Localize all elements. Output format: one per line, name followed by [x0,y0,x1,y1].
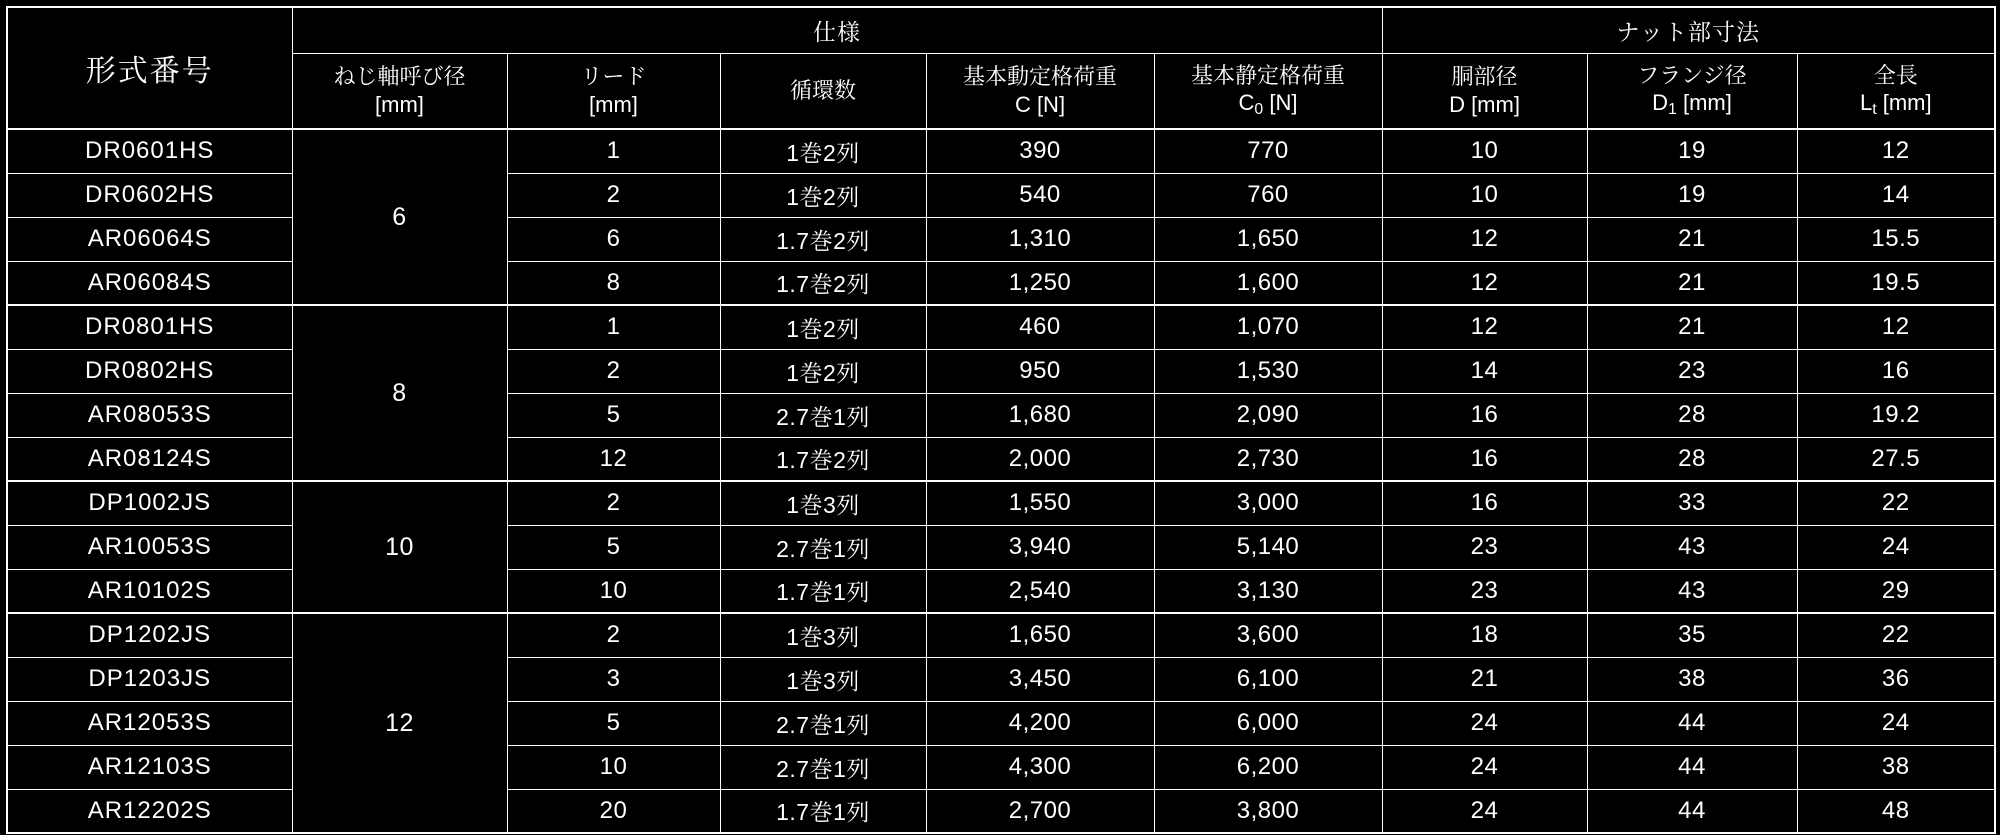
header-total-length [1797,53,1995,129]
cell-lead: 2 [507,481,720,525]
header-basic-static-load-unit-post: [N] [1263,90,1298,116]
cell-total-length: 16 [1797,349,1995,393]
header-body-diameter-unit: D [mm] [1449,91,1520,117]
cell-total-length: 22 [1797,613,1995,657]
header-flange-diameter [1587,53,1797,129]
cell-basic-dynamic-load: 2,700 [926,789,1154,833]
cell-circuits: 1巻2列 [720,305,926,349]
cell-circuits: 1巻2列 [720,129,926,173]
cell-total-length: 22 [1797,481,1995,525]
cell-basic-static-load: 3,130 [1154,569,1382,613]
cell-lead: 3 [507,657,720,701]
header-basic-static-load [1154,53,1382,129]
header-basic-static-load-unit [1155,89,1382,120]
cell-body-diameter: 24 [1382,745,1587,789]
cell-circuits: 1.7巻2列 [720,261,926,305]
cell-body-diameter: 16 [1382,393,1587,437]
cell-basic-dynamic-load: 4,200 [926,701,1154,745]
cell-total-length: 38 [1797,745,1995,789]
cell-basic-dynamic-load: 390 [926,129,1154,173]
cell-lead: 12 [507,437,720,481]
header-row-columns [7,53,1995,129]
cell-flange-diameter: 43 [1587,525,1797,569]
header-basic-dynamic-load [926,53,1154,129]
cell-basic-dynamic-load: 460 [926,305,1154,349]
cell-model-number: AR06064S [7,217,292,261]
cell-flange-diameter: 21 [1587,217,1797,261]
cell-basic-static-load: 3,600 [1154,613,1382,657]
cell-circuits: 2.7巻1列 [720,525,926,569]
cell-basic-static-load: 1,650 [1154,217,1382,261]
cell-flange-diameter: 44 [1587,789,1797,833]
header-circuits-label: 循環数 [789,78,856,103]
cell-basic-dynamic-load: 1,310 [926,217,1154,261]
cell-model-number: DR0601HS [7,129,292,173]
cell-basic-static-load: 6,200 [1154,745,1382,789]
cell-flange-diameter: 28 [1587,437,1797,481]
header-basic-static-load-unit-pre: C [1238,90,1255,116]
table-row [7,129,1995,173]
cell-circuits: 1巻3列 [720,657,926,701]
cell-circuits: 1.7巻2列 [720,217,926,261]
header-total-length-unit [1798,89,1995,120]
cell-body-diameter: 16 [1382,437,1587,481]
cell-flange-diameter: 21 [1587,305,1797,349]
cell-model-number: AR12103S [7,745,292,789]
header-basic-dynamic-load-label: 基本動定格荷重 [962,64,1117,90]
cell-body-diameter: 21 [1382,657,1587,701]
header-shaft-diameter-label: ねじ軸呼び径 [333,64,466,90]
cell-circuits: 1巻3列 [720,481,926,525]
cell-flange-diameter: 35 [1587,613,1797,657]
header-body-diameter-label: 胴部径 [1451,64,1518,90]
header-basic-dynamic-load-unit: C [N] [1014,91,1066,117]
cell-total-length: 48 [1797,789,1995,833]
header-lead [507,53,720,129]
cell-body-diameter: 16 [1382,481,1587,525]
cell-total-length: 15.5 [1797,217,1995,261]
cell-lead: 5 [507,525,720,569]
header-total-length-label: 全長 [1873,62,1918,88]
cell-flange-diameter: 19 [1587,129,1797,173]
cell-basic-dynamic-load: 1,550 [926,481,1154,525]
cell-basic-dynamic-load: 3,450 [926,657,1154,701]
cell-lead: 1 [507,129,720,173]
cell-basic-dynamic-load: 1,650 [926,613,1154,657]
cell-lead: 8 [507,261,720,305]
cell-total-length: 24 [1797,701,1995,745]
cell-flange-diameter: 28 [1587,393,1797,437]
table-row [7,613,1995,657]
cell-basic-dynamic-load: 2,000 [926,437,1154,481]
cell-basic-static-load: 6,000 [1154,701,1382,745]
cell-model-number: DR0602HS [7,173,292,217]
cell-lead: 6 [507,217,720,261]
cell-basic-dynamic-load: 1,680 [926,393,1154,437]
header-total-length-unit-post: [mm] [1876,90,1932,116]
cell-basic-static-load: 3,800 [1154,789,1382,833]
header-lead-label: リード [580,64,647,90]
cell-total-length: 27.5 [1797,437,1995,481]
cell-basic-dynamic-load: 3,940 [926,525,1154,569]
cell-total-length: 14 [1797,173,1995,217]
cell-basic-dynamic-load: 2,540 [926,569,1154,613]
table-row [7,481,1995,525]
cell-lead: 10 [507,569,720,613]
header-flange-diameter-label: フランジ径 [1637,62,1747,88]
cell-body-diameter: 10 [1382,129,1587,173]
cell-body-diameter: 12 [1382,217,1587,261]
cell-total-length: 19.5 [1797,261,1995,305]
cell-basic-dynamic-load: 1,250 [926,261,1154,305]
cell-model-number: DP1002JS [7,481,292,525]
cell-basic-static-load: 1,070 [1154,305,1382,349]
header-lead-unit: [mm] [589,91,638,117]
cell-model-number: AR08124S [7,437,292,481]
cell-basic-static-load: 5,140 [1154,525,1382,569]
cell-flange-diameter: 44 [1587,701,1797,745]
cell-body-diameter: 12 [1382,305,1587,349]
cell-lead: 20 [507,789,720,833]
cell-body-diameter: 24 [1382,701,1587,745]
cell-flange-diameter: 23 [1587,349,1797,393]
cell-flange-diameter: 43 [1587,569,1797,613]
cell-circuits: 1巻2列 [720,349,926,393]
cell-total-length: 24 [1797,525,1995,569]
header-flange-diameter-unit-post: [mm] [1676,90,1732,116]
header-row-groups [7,7,1995,53]
cell-circuits: 2.7巻1列 [720,393,926,437]
header-total-length-unit-pre: L [1859,90,1873,116]
cell-flange-diameter: 44 [1587,745,1797,789]
cell-total-length: 29 [1797,569,1995,613]
cell-total-length: 12 [1797,129,1995,173]
table-body [7,129,1995,833]
cell-lead: 5 [507,701,720,745]
cell-basic-static-load: 2,730 [1154,437,1382,481]
cell-basic-static-load: 770 [1154,129,1382,173]
header-shaft-diameter [292,53,507,129]
cell-body-diameter: 10 [1382,173,1587,217]
cell-model-number: AR12202S [7,789,292,833]
header-flange-diameter-unit [1588,89,1797,120]
cell-model-number: DR0802HS [7,349,292,393]
cell-shaft-diameter: 8 [292,305,507,481]
cell-model-number: AR10102S [7,569,292,613]
cell-flange-diameter: 33 [1587,481,1797,525]
cell-basic-static-load: 2,090 [1154,393,1382,437]
cell-circuits: 2.7巻1列 [720,701,926,745]
cell-shaft-diameter: 6 [292,129,507,305]
cell-body-diameter: 18 [1382,613,1587,657]
cell-basic-static-load: 3,000 [1154,481,1382,525]
cell-lead: 1 [507,305,720,349]
header-group-nut-dimensions: ナット部寸法 [1382,7,1995,53]
cell-basic-dynamic-load: 540 [926,173,1154,217]
table-header [7,7,1995,129]
cell-circuits: 1巻2列 [720,173,926,217]
cell-basic-static-load: 1,530 [1154,349,1382,393]
cell-basic-static-load: 760 [1154,173,1382,217]
cell-model-number: DP1202JS [7,613,292,657]
header-total-length-unit-sub: t [1872,101,1877,119]
cell-model-number: DP1203JS [7,657,292,701]
cell-flange-diameter: 21 [1587,261,1797,305]
cell-flange-diameter: 19 [1587,173,1797,217]
cell-total-length: 19.2 [1797,393,1995,437]
header-group-spec: 仕様 [292,7,1382,53]
cell-total-length: 36 [1797,657,1995,701]
cell-body-diameter: 12 [1382,261,1587,305]
cell-flange-diameter: 38 [1587,657,1797,701]
header-basic-static-load-unit-sub: 0 [1254,101,1264,119]
header-body-diameter [1382,53,1587,129]
cell-body-diameter: 23 [1382,569,1587,613]
table-row [7,305,1995,349]
header-basic-static-load-label: 基本静定格荷重 [1191,62,1346,88]
cell-model-number: DR0801HS [7,305,292,349]
cell-basic-dynamic-load: 950 [926,349,1154,393]
header-circuits [720,53,926,129]
header-model-number: 形式番号 [7,7,292,129]
cell-circuits: 1巻3列 [720,613,926,657]
cell-circuits: 1.7巻1列 [720,789,926,833]
header-shaft-diameter-unit: [mm] [375,91,424,117]
cell-circuits: 2.7巻1列 [720,745,926,789]
cell-lead: 5 [507,393,720,437]
cell-body-diameter: 24 [1382,789,1587,833]
cell-model-number: AR06084S [7,261,292,305]
cell-basic-dynamic-load: 4,300 [926,745,1154,789]
cell-body-diameter: 14 [1382,349,1587,393]
cell-total-length: 12 [1797,305,1995,349]
header-flange-diameter-unit-sub: 1 [1668,101,1677,119]
cell-basic-static-load: 6,100 [1154,657,1382,701]
cell-model-number: AR12053S [7,701,292,745]
cell-shaft-diameter: 12 [292,613,507,833]
cell-model-number: AR10053S [7,525,292,569]
cell-circuits: 1.7巻1列 [720,569,926,613]
cell-circuits: 1.7巻2列 [720,437,926,481]
cell-lead: 2 [507,173,720,217]
cell-model-number: AR08053S [7,393,292,437]
cell-lead: 2 [507,349,720,393]
cell-lead: 10 [507,745,720,789]
header-flange-diameter-unit-pre: D [1652,90,1669,116]
cell-shaft-diameter: 10 [292,481,507,613]
cell-basic-static-load: 1,600 [1154,261,1382,305]
ball-screw-spec-table [6,6,1996,834]
cell-lead: 2 [507,613,720,657]
cell-body-diameter: 23 [1382,525,1587,569]
